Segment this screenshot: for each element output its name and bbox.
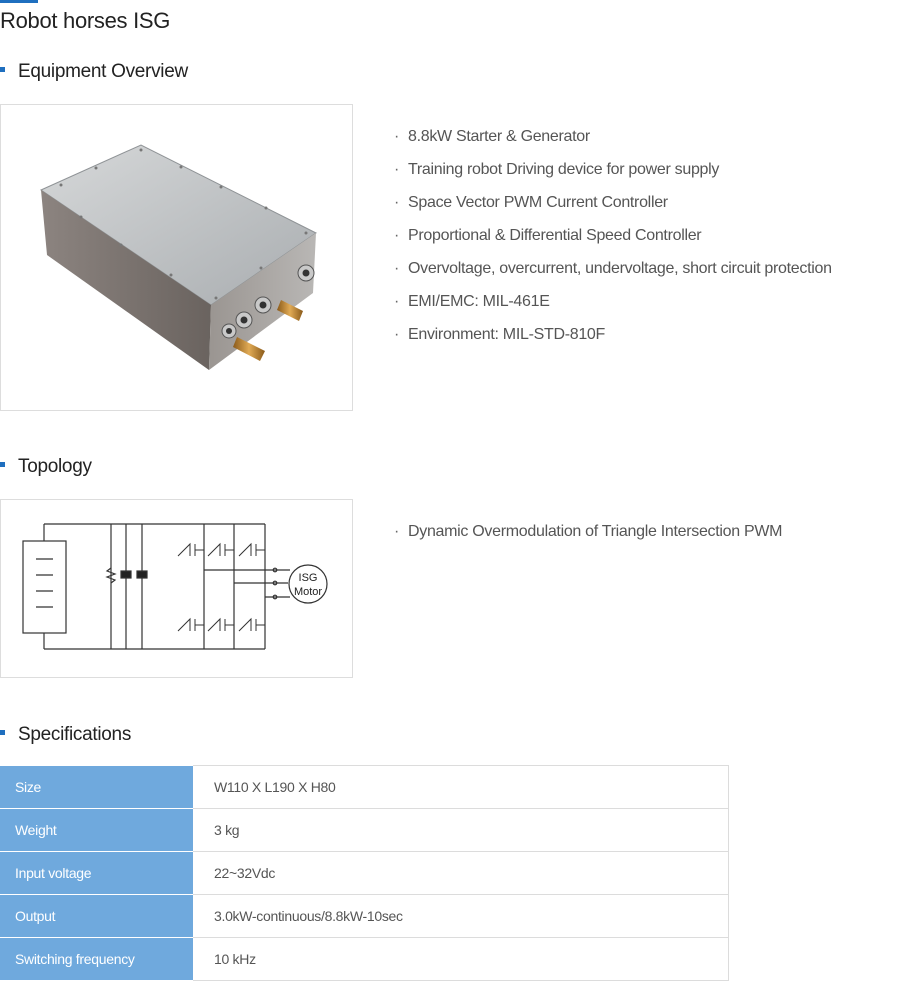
spec-value: 3 kg (193, 809, 729, 852)
section-heading-specifications (0, 724, 131, 746)
spec-value: 10 kHz (193, 938, 729, 981)
page-title: Robot horses ISG (0, 8, 171, 33)
section-title: Equipment Overview (18, 61, 188, 82)
section-title: Topology (18, 456, 92, 477)
section-title: Specifications (18, 724, 132, 745)
list-item: · Dynamic Overmodulation of Triangle Intersection PWM (394, 523, 783, 540)
table-row (0, 766, 729, 809)
topology-feature-list (394, 521, 782, 554)
title-accent-bar (0, 0, 38, 3)
spec-value: 3.0kW-continuous/8.8kW-10sec (193, 895, 729, 938)
spec-label: Input voltage (0, 852, 193, 895)
list-item: · Overvoltage, overcurrent, undervoltage, short circuit protection (394, 260, 832, 277)
square-bullet-icon (0, 730, 5, 735)
list-item: · EMI/EMC: MIL-461E (394, 293, 550, 310)
square-bullet-icon (0, 67, 5, 72)
section-heading-overview (0, 61, 188, 83)
topology-diagram-frame (0, 499, 353, 678)
section-heading-topology (0, 456, 92, 478)
table-row (0, 809, 729, 852)
spec-label: Weight (0, 809, 193, 852)
spec-value: W110 X L190 X H80 (193, 766, 729, 809)
list-item: · Environment: MIL-STD-810F (394, 326, 606, 343)
list-item: · Proportional & Differential Speed Controller (394, 227, 702, 244)
overview-feature-list (394, 126, 832, 357)
product-image (1, 105, 352, 410)
motor-label-line2: Motor (293, 586, 323, 598)
motor-label-line1: ISG (298, 572, 318, 584)
square-bullet-icon (0, 462, 5, 467)
topology-circuit-diagram (1, 500, 352, 677)
spec-label: Switching frequency (0, 938, 193, 981)
spec-label: Size (0, 766, 193, 809)
spec-value: 22~32Vdc (193, 852, 729, 895)
list-item: · Training robot Driving device for power supply (394, 161, 720, 178)
table-row (0, 895, 729, 938)
table-row (0, 938, 729, 981)
list-item: · Space Vector PWM Current Controller (394, 194, 668, 211)
spec-label: Output (0, 895, 193, 938)
specifications-table (0, 765, 729, 981)
product-image-frame (0, 104, 353, 411)
list-item: · 8.8kW Starter & Generator (394, 128, 590, 145)
table-row (0, 852, 729, 895)
